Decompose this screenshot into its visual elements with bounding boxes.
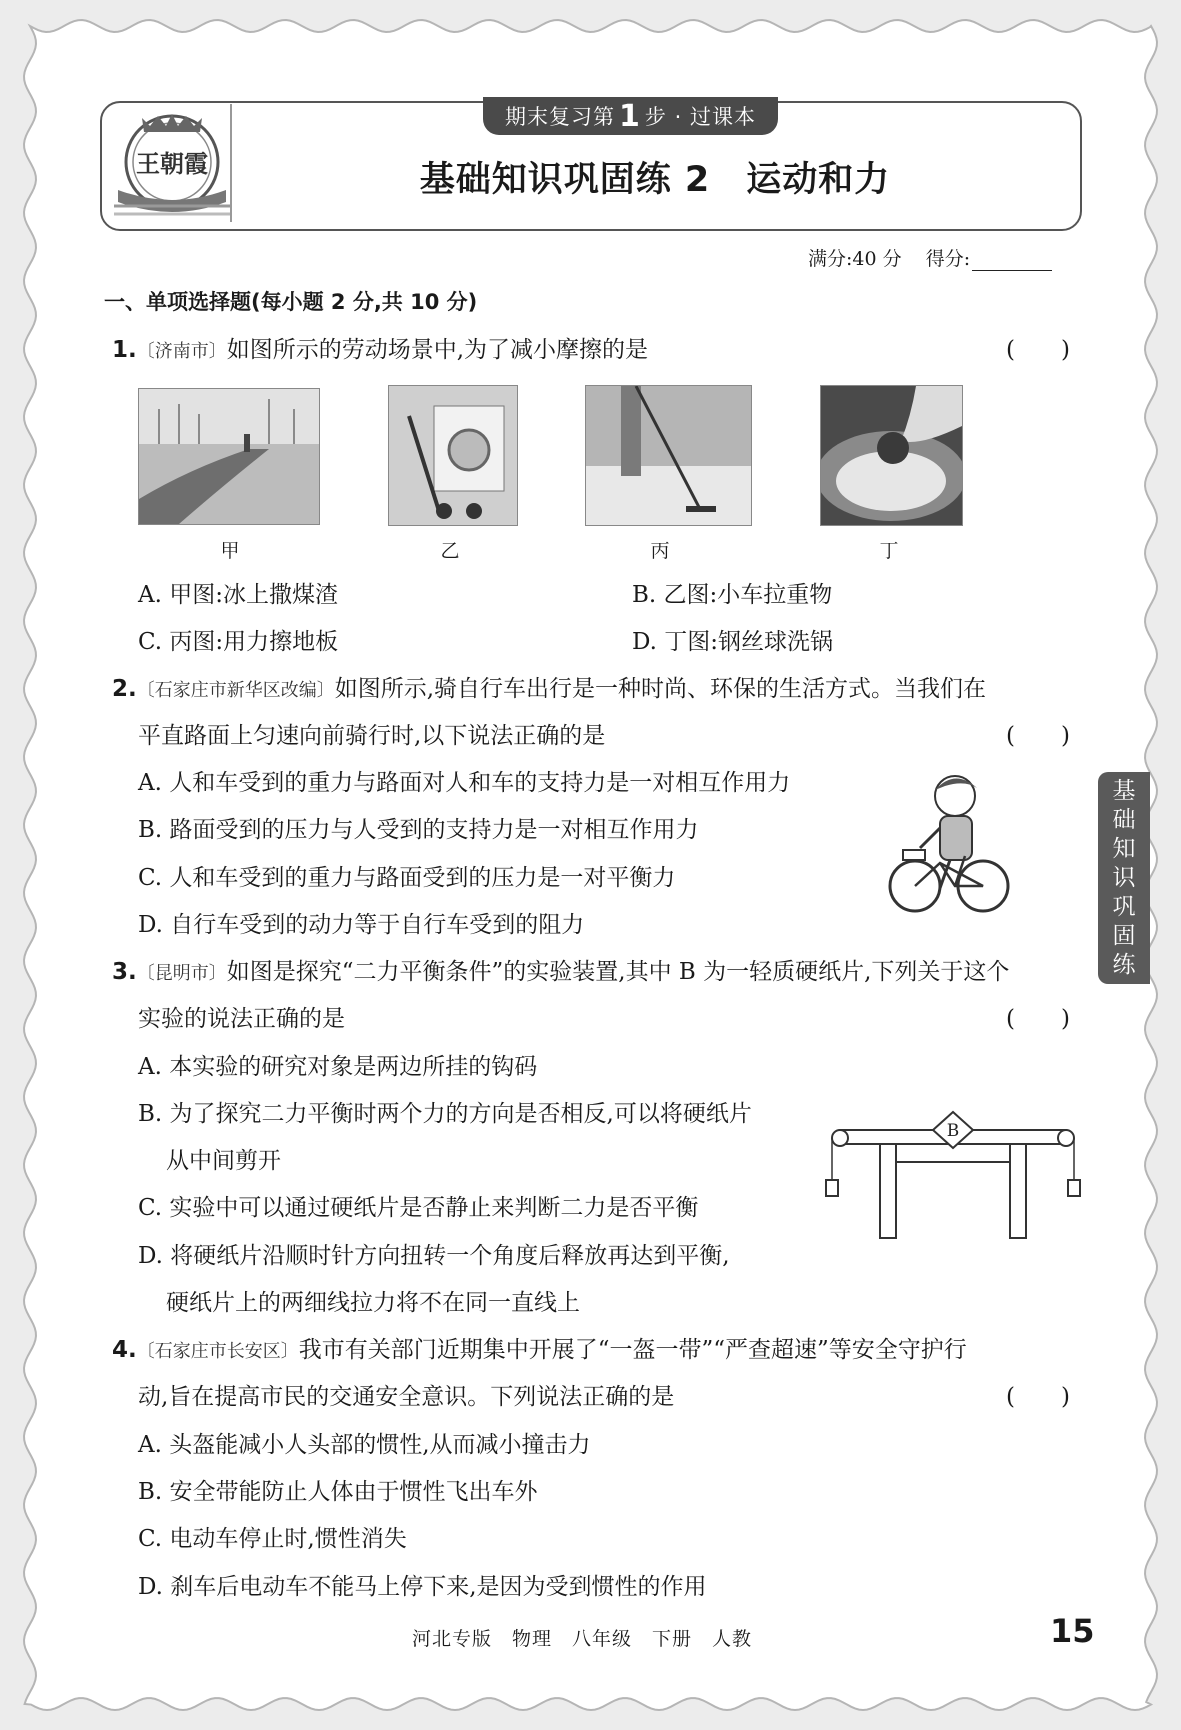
photo-bing-mopping [585,385,752,526]
q4-answer-blank[interactable]: ( ) [1006,1384,1070,1410]
ribbon-suffix: 步 · 过课本 [644,105,756,129]
balance-apparatus-figure [822,1100,1084,1242]
side-tab-char: 固 [1112,922,1136,949]
side-tab-char: 识 [1112,864,1136,891]
cyclist-figure [885,768,1010,916]
card-b-label: B [946,1121,960,1141]
q3-option-d-line1[interactable]: D. 将硬纸片沿顺时针方向扭转一个角度后释放再达到平衡, [138,1243,730,1269]
q1-source: 〔济南市〕 [136,341,227,362]
q1-stem-line [112,335,648,367]
full-score-label: 满分:40 分 [808,248,902,270]
q3-stem1: 如图是探究“二力平衡条件”的实验装置,其中 B 为一轻质硬纸片,下列关于这个 [226,959,1010,985]
side-tab-char: 知 [1112,835,1136,862]
q2-number: 2. [112,676,137,702]
q1-stem: 如图所示的劳动场景中,为了减小摩擦的是 [226,337,649,363]
q2-option-a[interactable]: A. 人和车受到的重力与路面对人和车的支持力是一对相互作用力 [138,770,791,796]
q2-stem-line2: 平直路面上匀速向前骑行时,以下说法正确的是 [138,723,606,749]
q3-option-a[interactable]: A. 本实验的研究对象是两边所挂的钩码 [138,1054,538,1080]
q1-answer-blank[interactable]: ( ) [1006,337,1070,363]
q4-option-c[interactable]: C. 电动车停止时,惯性消失 [138,1526,407,1552]
caption-jia: 甲 [220,540,240,562]
score-blank[interactable] [972,250,1052,271]
caption-ding: 丁 [879,540,899,562]
q1-option-d[interactable]: D. 丁图:钢丝球洗锅 [632,629,833,655]
q3-stem-line2: 实验的说法正确的是 [138,1006,345,1032]
page-number: 15 [1050,1612,1095,1650]
side-tab-char: 巩 [1112,893,1136,920]
q2-answer-blank[interactable]: ( ) [1006,723,1070,749]
q2-option-b[interactable]: B. 路面受到的压力与人受到的支持力是一对相互作用力 [138,817,699,843]
q4-source: 〔石家庄市长安区〕 [136,1341,299,1362]
q2-source: 〔石家庄市新华区改编〕 [136,680,335,701]
side-tab-char: 础 [1112,806,1136,833]
q1-option-a[interactable]: A. 甲图:冰上撒煤渣 [138,582,338,608]
ribbon-step-number: 1 [619,98,641,134]
q3-option-d-line2: 硬纸片上的两细线拉力将不在同一直线上 [166,1290,580,1316]
q4-stem-line2: 动,旨在提高市民的交通安全意识。下列说法正确的是 [138,1384,675,1410]
q3-number: 3. [112,959,137,985]
q4-option-d[interactable]: D. 刹车后电动车不能马上停下来,是因为受到惯性的作用 [138,1574,707,1600]
q2-stem-line1 [112,674,986,706]
page-title: 基础知识巩固练 2 运动和力 [419,160,891,200]
score-line [808,244,1052,271]
step-ribbon [483,97,778,135]
q2-stem1: 如图所示,骑自行车出行是一种时尚、环保的生活方式。当我们在 [334,676,987,702]
q1-option-b[interactable]: B. 乙图:小车拉重物 [632,582,833,608]
photo-jia-ice-road [138,388,320,525]
publisher-logo [112,106,232,222]
photo-ding-steel-wool [820,385,963,526]
footer-edition: 河北专版 物理 八年级 下册 人教 [412,1628,753,1650]
q3-stem-line1 [112,957,1009,989]
q2-option-c[interactable]: C. 人和车受到的重力与路面受到的压力是一对平衡力 [138,865,676,891]
q3-option-b-line2: 从中间剪开 [166,1148,281,1174]
q1-number: 1. [112,337,137,363]
q4-stem-line1 [112,1335,967,1367]
section-title: 一、单项选择题(每小题 2 分,共 10 分) [104,290,478,314]
caption-bing: 丙 [650,540,670,562]
side-tab[interactable] [1098,772,1150,984]
q3-answer-blank[interactable]: ( ) [1006,1006,1070,1032]
q4-option-a[interactable]: A. 头盔能减小人头部的惯性,从而减小撞击力 [138,1432,591,1458]
logo-text: 王朝霞 [136,149,208,178]
q3-source: 〔昆明市〕 [136,963,227,984]
got-score-label: 得分: [925,248,971,270]
q3-option-c[interactable]: C. 实验中可以通过硬纸片是否静止来判断二力是否平衡 [138,1195,699,1221]
photo-yi-hand-truck [388,385,518,526]
q4-option-b[interactable]: B. 安全带能防止人体由于惯性飞出车外 [138,1479,538,1505]
ribbon-prefix: 期末复习第 [505,105,616,129]
q4-stem1: 我市有关部门近期集中开展了“一盔一带”“严查超速”等安全守护行 [298,1337,967,1363]
q3-option-b-line1[interactable]: B. 为了探究二力平衡时两个力的方向是否相反,可以将硬纸片 [138,1101,752,1127]
side-tab-char: 基 [1112,777,1136,804]
caption-yi: 乙 [440,540,460,562]
side-tab-char: 练 [1112,951,1136,978]
q2-option-d[interactable]: D. 自行车受到的动力等于自行车受到的阻力 [138,912,585,938]
q4-number: 4. [112,1337,137,1363]
q1-option-c[interactable]: C. 丙图:用力擦地板 [138,629,339,655]
